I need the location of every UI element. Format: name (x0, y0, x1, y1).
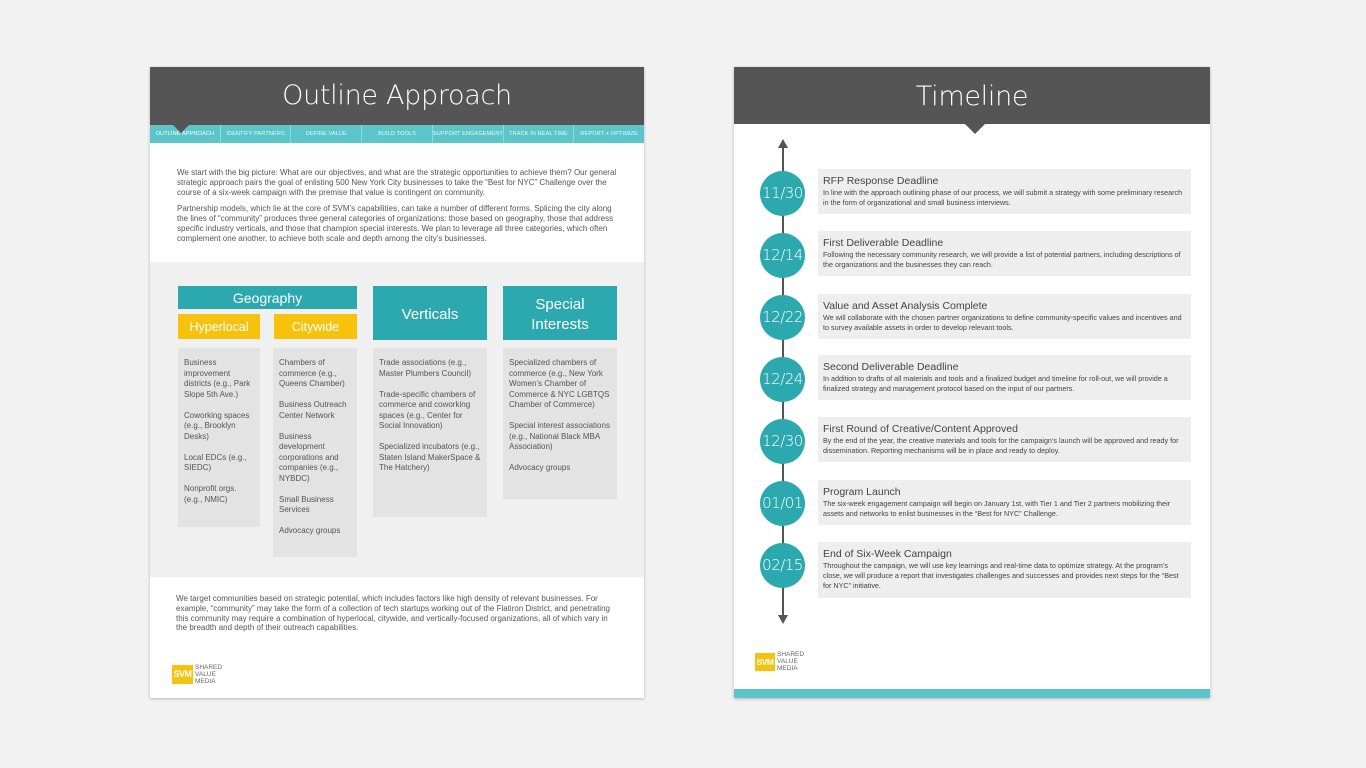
date-circle: 12/22 (760, 295, 805, 340)
list-item: Advocacy groups (279, 526, 341, 535)
list-item: Special interest associations (e.g., National Black MBA Association) (509, 421, 610, 451)
verticals-header: Verticals (373, 286, 487, 340)
tab-outline-approach[interactable]: OUTLINE APPROACH (150, 125, 221, 143)
date-circle: 12/30 (760, 419, 805, 464)
list-item: Trade-specific chambers of commerce and coworking spaces (e.g., Center for Social Innovation) (379, 389, 476, 430)
tab-track-real-time[interactable]: TRACK IN REAL TIME (504, 125, 575, 143)
list-item: Coworking spaces (e.g., Brooklyn Desks) (184, 410, 250, 441)
citywide-list (273, 348, 357, 557)
intro-paragraph: We start with the big picture: What are our objectives, and what are the strategic opportunities to achieve them? Our general strategic approach pairs the goal of enlisting 500 New York City businesses to take the “Best for NYC” Challenge over the course of a six-week campaign with the premise that value is contingent on community. (177, 168, 617, 197)
list-item: Nonprofit orgs. (e.g., NMIC) (184, 484, 237, 504)
list-item: Local EDCs (e.g., SIEDC) (184, 452, 247, 472)
event-description: In addition to drafts of all materials and tools and a finalized budget and timeline for roll-out, we will provide a finalized strategy and management protocol based on the input of our partners. (823, 374, 1168, 393)
event-description: The six-week engagement campaign will begin on January 1st, with Tier 1 and Tier 2 partners mobilizing their assets and networks to enlist businesses in the “Best for NYC” Challenge. (823, 499, 1171, 518)
timeline-event (818, 169, 1191, 214)
citywide-header: Citywide (274, 314, 357, 339)
verticals-list (373, 348, 487, 517)
tab-build-tools[interactable]: BUILD TOOLS (362, 125, 433, 143)
timeline-page (734, 67, 1210, 698)
list-item: Specialized incubators (e.g., Staten Island MakerSpace & The Hatchery) (379, 442, 481, 472)
list-item: Advocacy groups (509, 463, 571, 472)
event-description: We will collaborate with the chosen partner organizations to define community-specific values and incentives and to survey available assets in order to develop relevant tools. (823, 313, 1182, 332)
event-title: Second Deliverable Deadline (823, 361, 959, 373)
page-title: Outline Approach (282, 80, 512, 111)
page-header (734, 67, 1210, 124)
date-circle: 02/15 (760, 543, 805, 588)
tab-identify-partners[interactable]: IDENTIFY PARTNERS (221, 125, 292, 143)
date-circle: 01/01 (760, 481, 805, 526)
event-title: RFP Response Deadline (823, 175, 939, 187)
list-item: Business improvement districts (e.g., Park Slope 5th Ave.) (184, 358, 251, 399)
date-circle: 11/30 (760, 171, 805, 216)
timeline-event (818, 231, 1191, 276)
list-item: Specialized chambers of commerce (e.g., New York Women’s Chamber of Commerce & NYC LGBTQS Chamber of Commerce) (509, 358, 610, 409)
event-title: End of Six-Week Campaign (823, 548, 952, 560)
hyperlocal-header: Hyperlocal (178, 314, 260, 339)
date-circle: 12/14 (760, 233, 805, 278)
event-title: First Round of Creative/Content Approved (823, 423, 1018, 435)
event-title: Value and Asset Analysis Complete (823, 300, 988, 312)
svm-logo-wordmark: SHARED VALUE MEDIA (777, 651, 805, 672)
event-title: Program Launch (823, 486, 901, 498)
arrow-down-icon (778, 615, 788, 624)
event-description: In line with the approach outlining phase of our process, we will submit a strategy with some preliminary research in the form of organizational and small business interviews. (823, 188, 1183, 207)
list-item: Small Business Services (279, 494, 334, 514)
page-header (150, 67, 644, 125)
process-tabs (150, 125, 644, 143)
svm-logo (172, 664, 222, 685)
timeline-event (818, 480, 1191, 525)
event-description: Following the necessary community research, we will provide a list of potential partners, including descriptions of the organizations and the businesses they can reach. (823, 250, 1181, 269)
svm-logo-mark: SVM (755, 653, 775, 671)
date-circle: 12/24 (760, 357, 805, 402)
geography-header: Geography (178, 286, 357, 309)
list-item: Business Outreach Center Network (279, 400, 347, 420)
hyperlocal-list (178, 348, 260, 527)
header-caret-icon (965, 124, 985, 134)
outline-approach-page (150, 67, 644, 698)
page-title: Timeline (915, 81, 1029, 112)
timeline-event (818, 294, 1191, 339)
tab-define-value[interactable]: DEFINE VALUE (291, 125, 362, 143)
event-description: Throughout the campaign, we will use key learnings and real-time data to optimize strategy. At the program’s close, we will produce a report that investigates challenges and successes and provides next steps for the “Best for NYC” initiative. (823, 561, 1179, 590)
list-item: Chambers of commerce (e.g., Queens Chamber) (279, 358, 345, 388)
timeline-event (818, 542, 1191, 598)
list-item: Business development corporations and companies (e.g., NYBDC) (279, 431, 339, 483)
svm-logo-wordmark: SHARED VALUE MEDIA (195, 664, 223, 685)
tab-report-optimize[interactable]: REPORT + OPTIMIZE (580, 131, 638, 137)
svm-logo (755, 651, 804, 672)
special-interests-header: Special Interests (503, 286, 617, 340)
list-item: Trade associations (e.g., Master Plumbers Council) (379, 358, 472, 378)
tab-support-engagement[interactable]: SUPPORT ENGAGEMENT (433, 125, 504, 143)
event-title: First Deliverable Deadline (823, 237, 944, 249)
active-tab-caret-icon (173, 125, 189, 133)
event-description: By the end of the year, the creative materials and tools for the campaign’s launch will be approved and ready for dissemination. Reporting mechanisms will be in place and ready to deploy. (823, 436, 1179, 455)
bottom-accent-bar (734, 689, 1210, 698)
special-interests-list (503, 348, 617, 499)
intro-paragraph: Partnership models, which lie at the core of SVM’s capabilities, can take a number of different forms. Splicing the city along the lines of “community” produces three general categories of organizations: those based on geography, those that address specific industry verticals, and those that champion special interests. We plan to leverage all three categories, which often complement one another, to achieve both scale and depth among the city’s businesses. (177, 204, 614, 243)
footer-paragraph: We target communities based on strategic potential, which includes factors like high density of relevant businesses. For example, “community” may take the form of a collection of tech startups working out of the Flatiron District, and penetrating this community may require a combination of hyperlocal, citywide, and vertically-focused organizations, all of which vary in the breadth and depth of their outreach capabilities. (176, 594, 610, 633)
intro-text (177, 168, 619, 251)
timeline-event (818, 417, 1191, 462)
timeline-event (818, 355, 1191, 400)
svm-logo-mark: SVM (172, 665, 193, 684)
